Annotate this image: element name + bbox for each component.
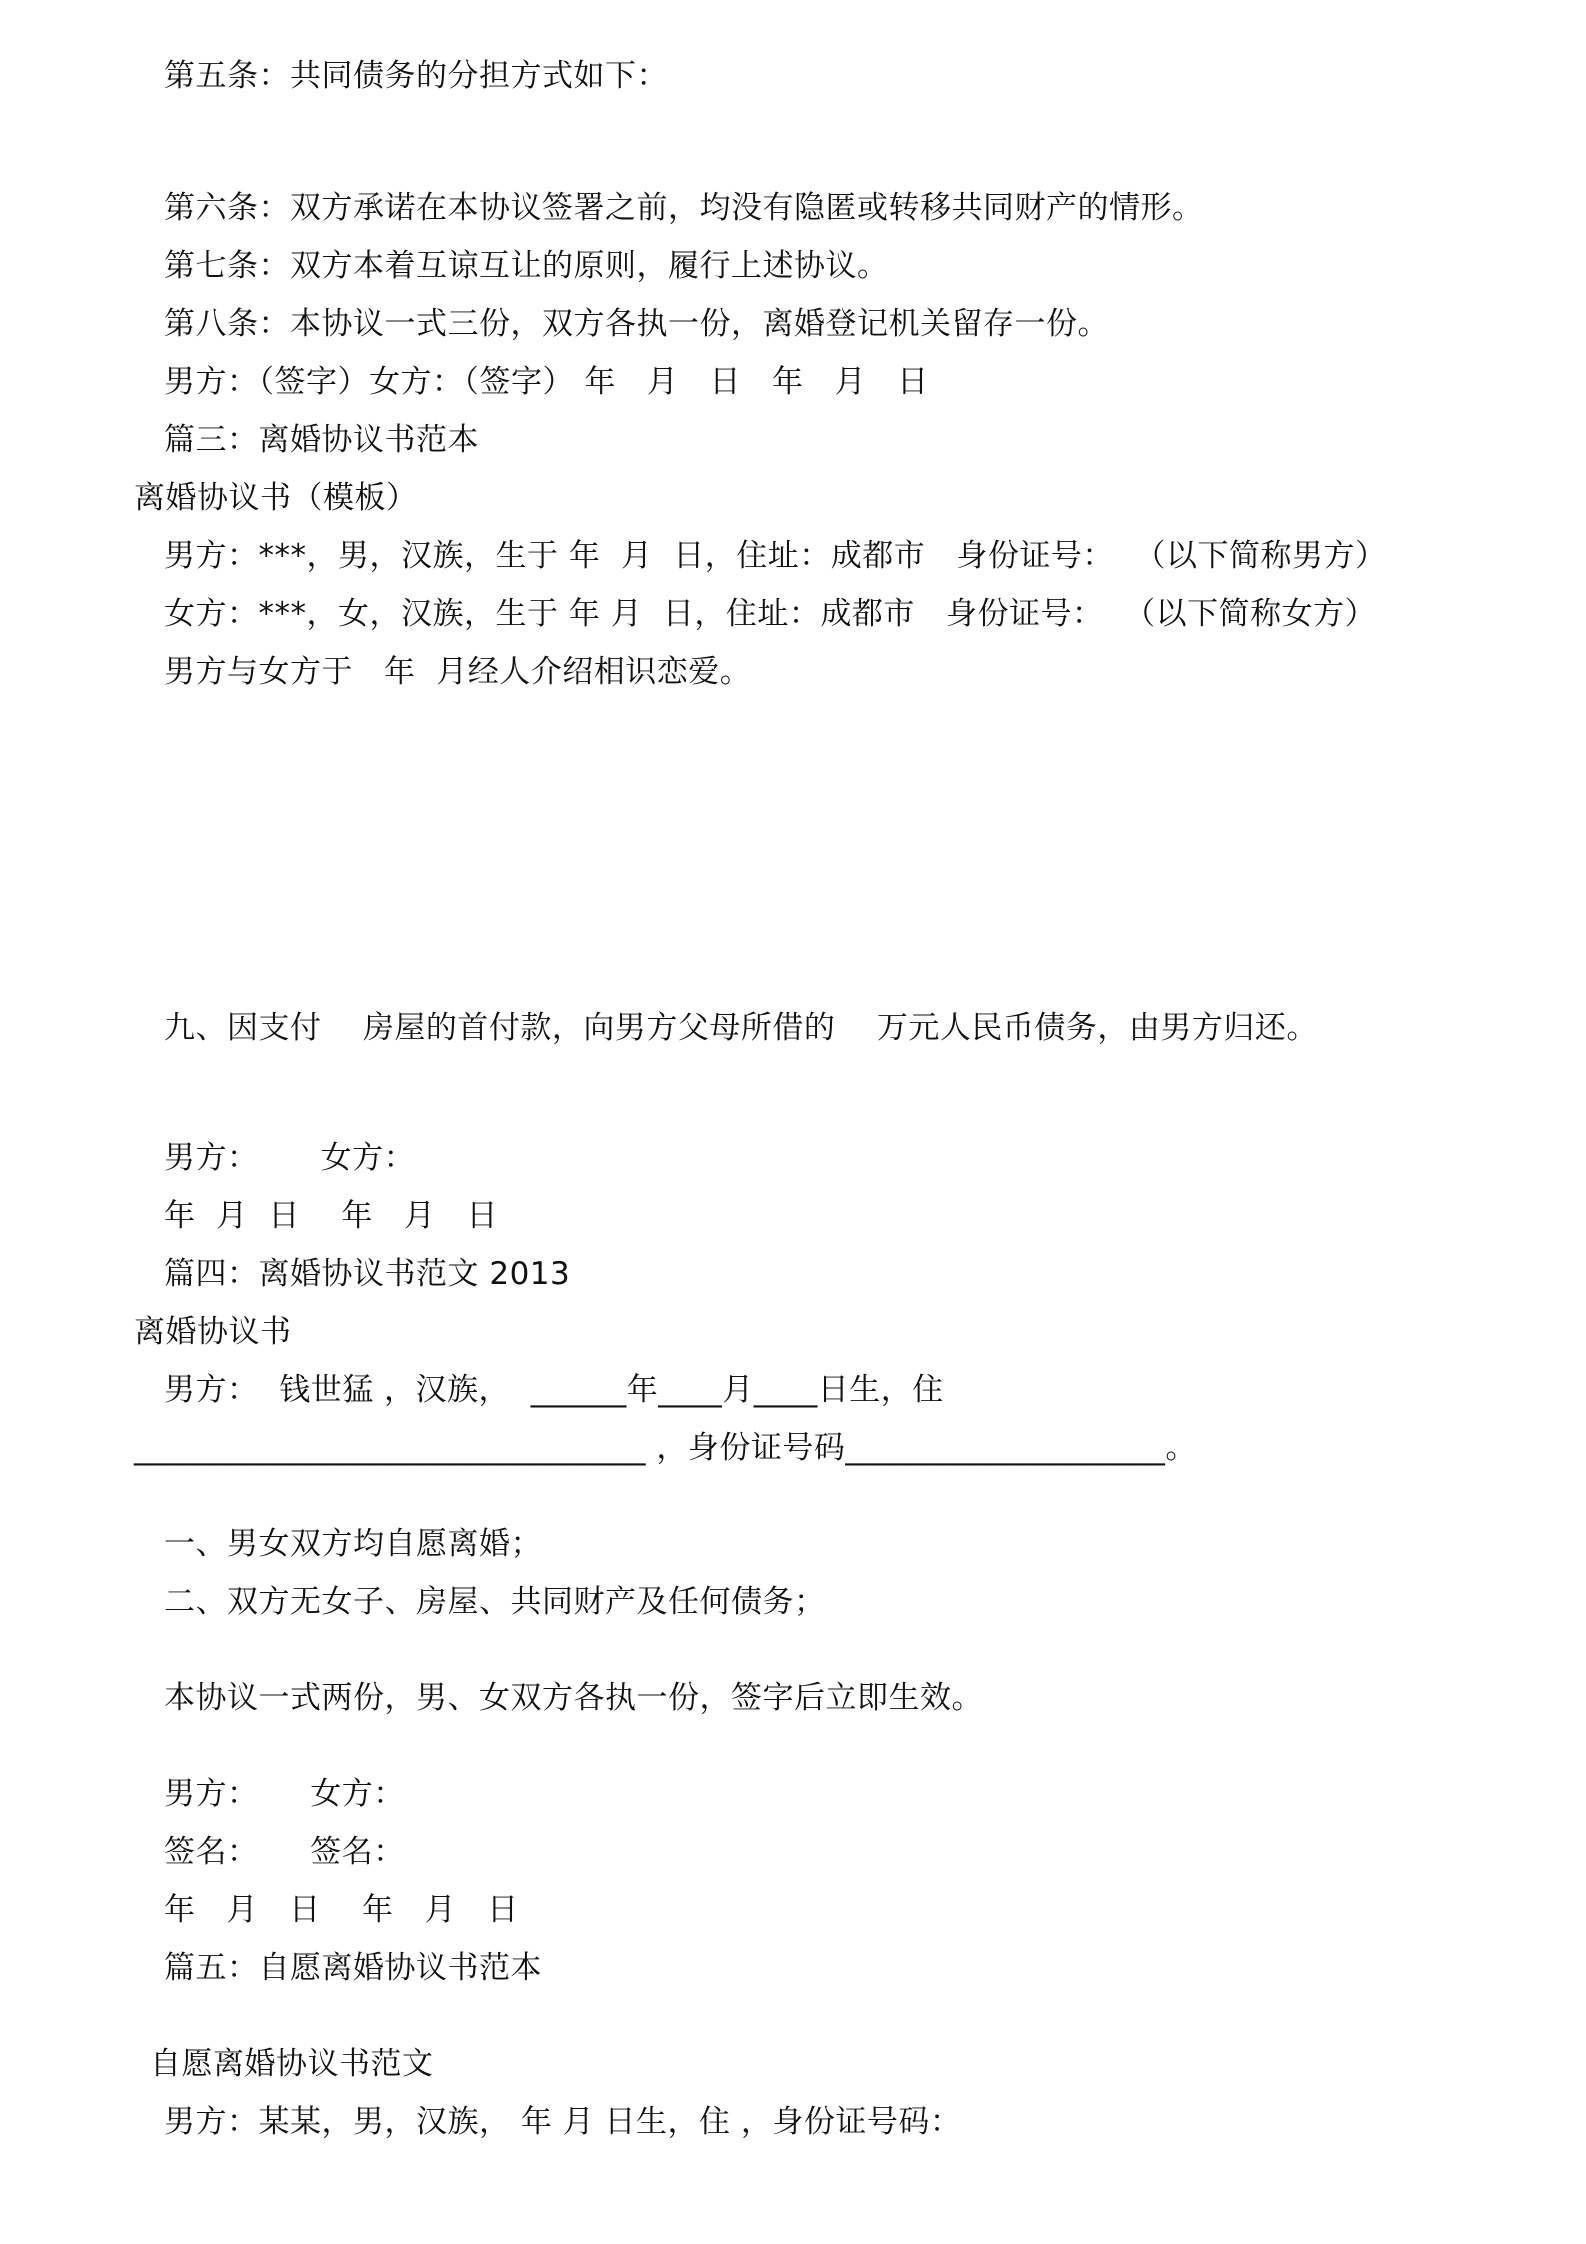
copies-statement: 本协议一式两份，男、女双方各执一份，签字后立即生效。: [164, 1680, 983, 1716]
clause-2: 二、双方无女子、房屋、共同财产及任何债务；: [164, 1584, 826, 1620]
article-6: 第六条：双方承诺在本协议签署之前，均没有隐匿或转移共同财产的情形。: [164, 190, 1204, 226]
address-id-blank-form: ________________________________ ，身份证号码____________________。: [134, 1430, 1197, 1466]
section-heading-3: 篇三：离婚协议书范本: [164, 422, 479, 458]
signature-dates-2: 年 月 日 年 月 日: [164, 1198, 498, 1234]
party-male-info: 男方：***，男，汉族，生于 年 月 日，住址：成都市 身份证号： （以下简称男方）: [164, 538, 1387, 574]
signature-names-3: 签名： 签名：: [164, 1834, 405, 1870]
article-7: 第七条：双方本着互谅互让的原则，履行上述协议。: [164, 248, 889, 284]
document-title-voluntary: 自愿离婚协议书范文: [150, 2046, 434, 2082]
document-title-template: 离婚协议书（模板）: [134, 480, 418, 516]
signature-dates-3: 年 月 日 年 月 日: [164, 1892, 519, 1928]
party-female-info: 女方：***，女，汉族，生于 年 月 日，住址：成都市 身份证号： （以下简称女方）: [164, 596, 1377, 632]
male-party-info-5: 男方：某某，男，汉族， 年 月 日生，住 ，身份证号码：: [164, 2104, 962, 2140]
section-heading-4: 篇四：离婚协议书范文 2013: [164, 1256, 571, 1292]
article-5: 第五条：共同债务的分担方式如下：: [164, 58, 668, 94]
clause-1: 一、男女双方均自愿离婚；: [164, 1526, 542, 1562]
article-8: 第八条：本协议一式三份，双方各执一份，离婚登记机关留存一份。: [164, 306, 1109, 342]
document-title: 离婚协议书: [134, 1314, 292, 1350]
signature-parties-3: 男方： 女方：: [164, 1776, 405, 1812]
male-party-blank-form: 男方： 钱世猛 ，汉族， ______年____月____日生，住: [164, 1372, 944, 1408]
section-heading-5: 篇五：自愿离婚协议书范本: [164, 1950, 542, 1986]
clause-9: 九、因支付 房屋的首付款，向男方父母所借的 万元人民币债务，由男方归还。: [164, 1010, 1318, 1046]
acquaintance-statement: 男方与女方于 年 月经人介绍相识恋爱。: [164, 654, 752, 690]
signature-parties-2: 男方： 女方：: [164, 1140, 416, 1176]
signature-line-1: 男方：（签字）女方：（签字） 年 月 日 年 月 日: [164, 364, 929, 400]
